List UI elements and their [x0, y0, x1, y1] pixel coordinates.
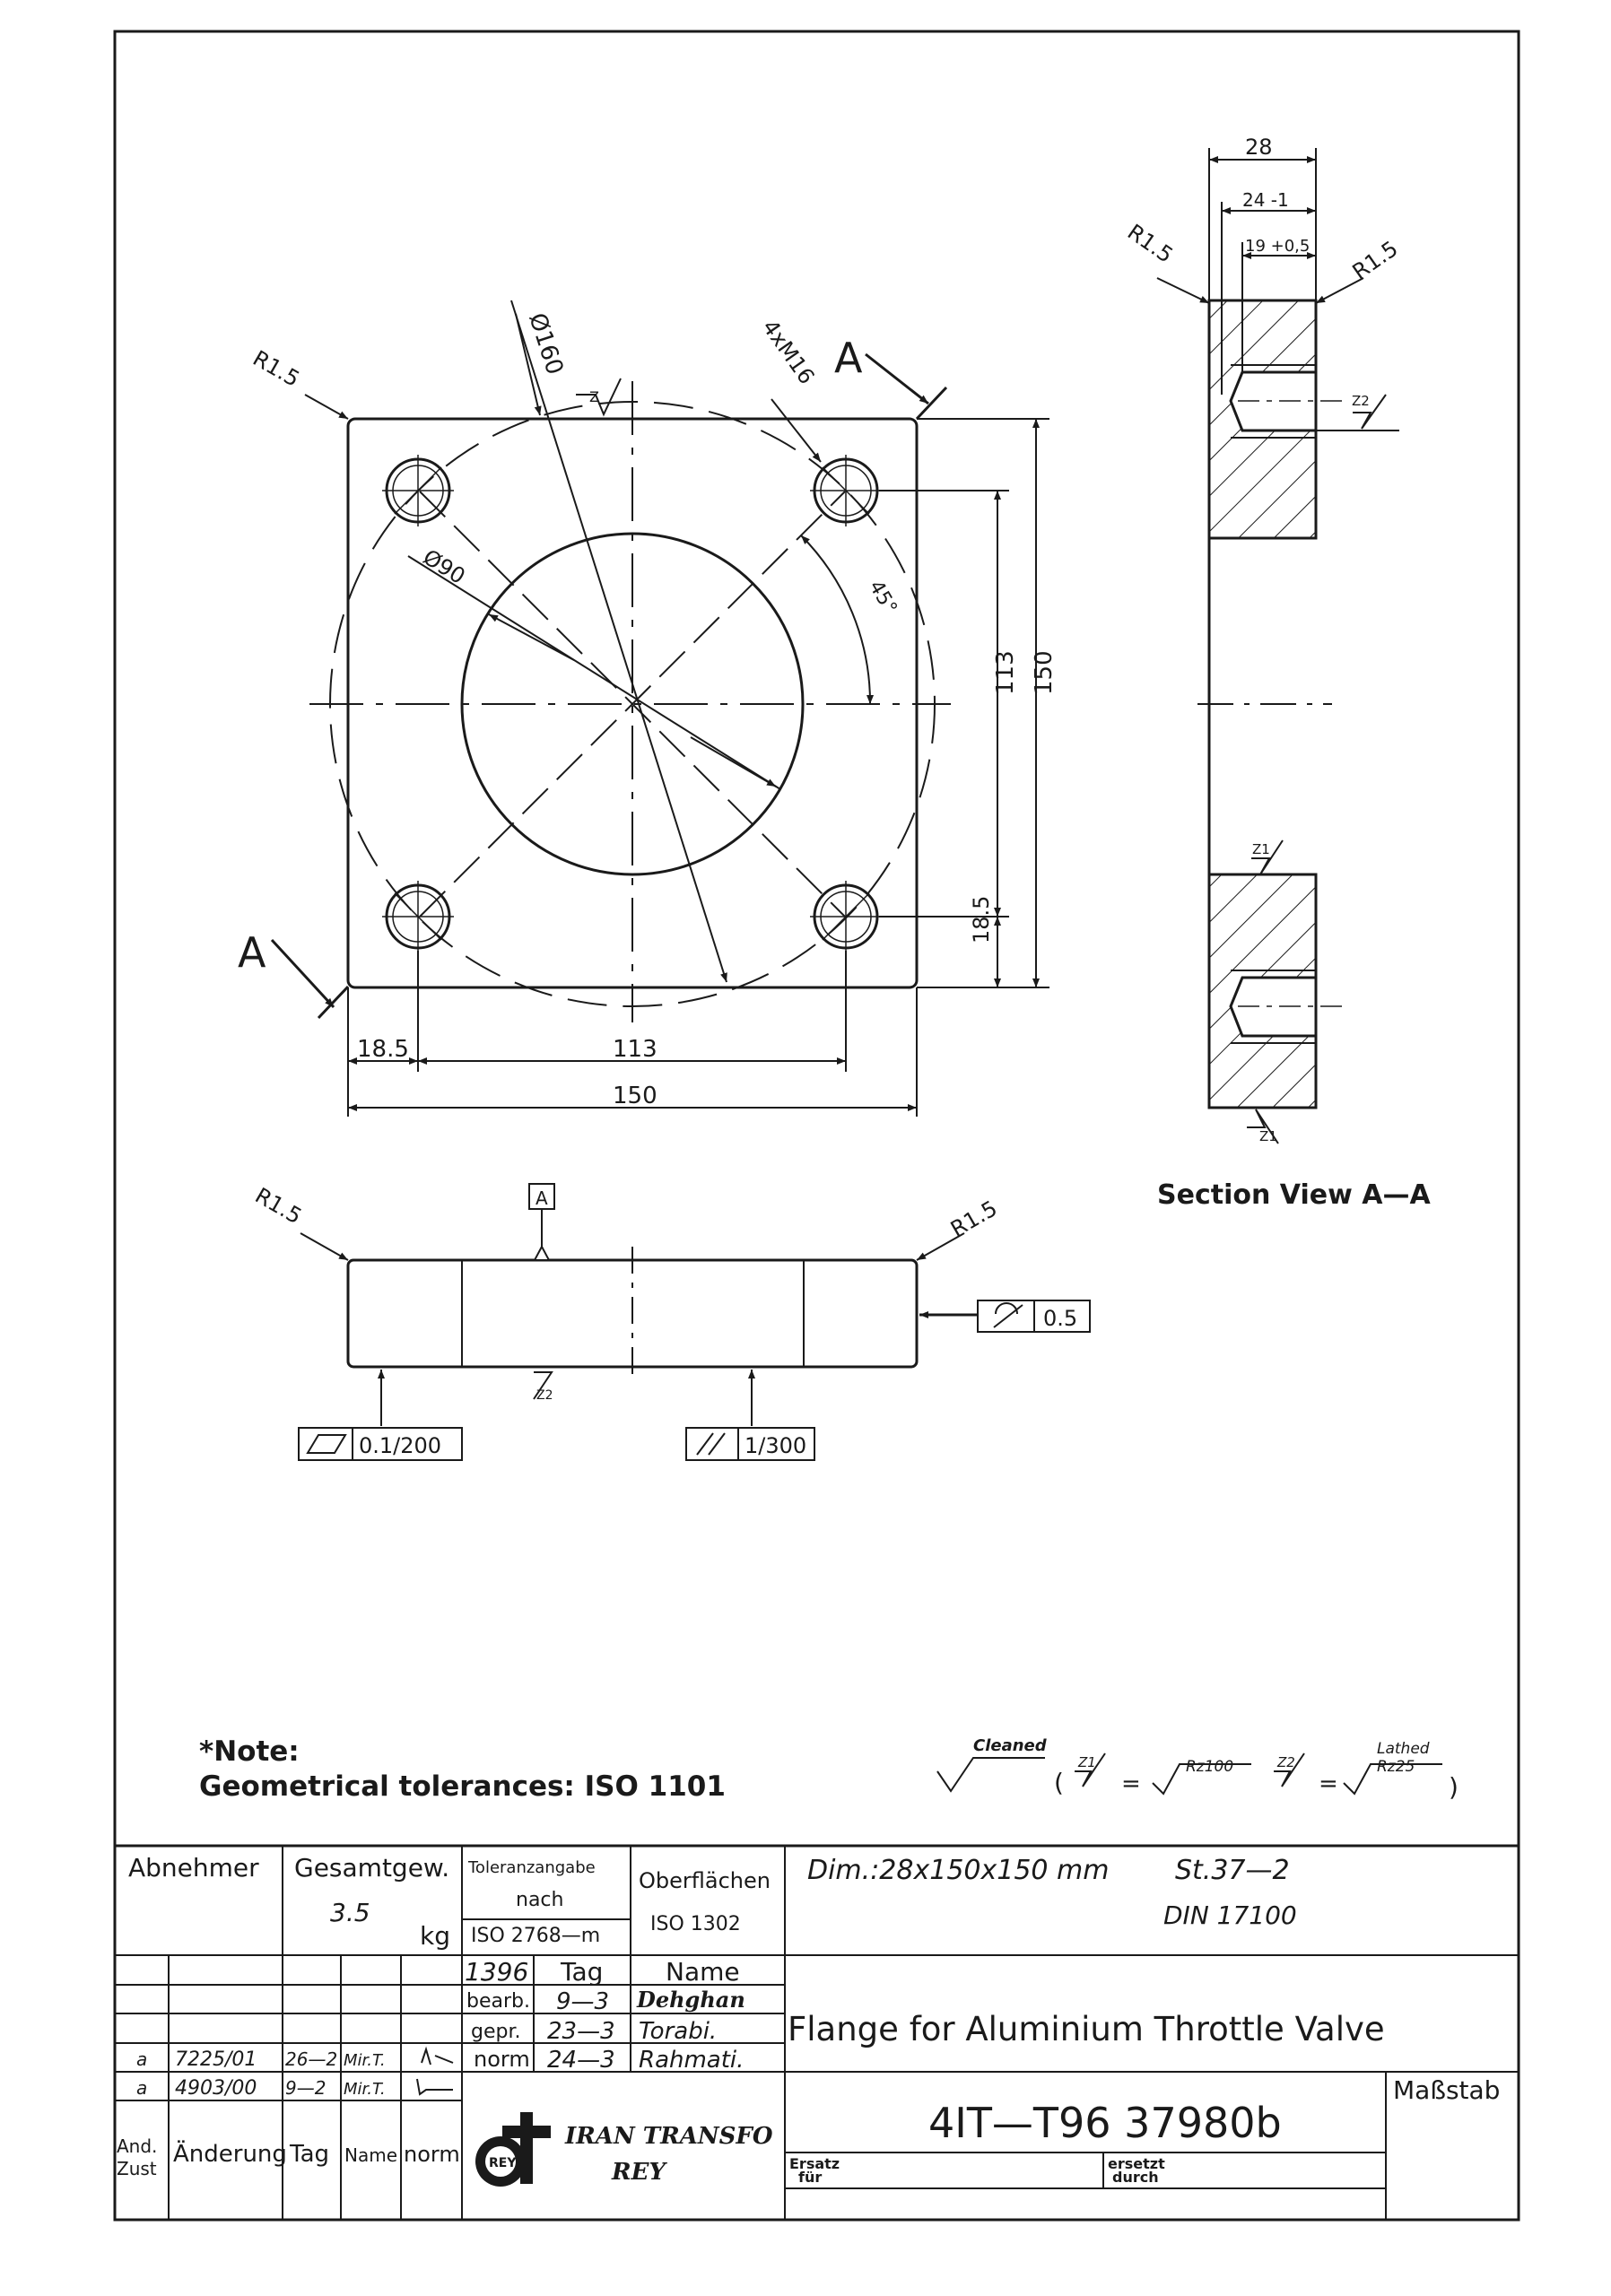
label-113-bottom: 113: [613, 1036, 657, 1063]
tb-tol1: Toleranzangabe: [468, 1858, 596, 1877]
label-z2-side: Z2: [536, 1388, 553, 1403]
rev1-z: a: [136, 2048, 148, 2070]
rev2-tag: 9—2: [285, 2077, 327, 2099]
label-28: 28: [1245, 135, 1273, 160]
tb-year: 1396: [465, 1957, 529, 1987]
label-cleaned: Cleaned: [973, 1736, 1047, 1755]
tb-gepr-tag: 23—3: [547, 2018, 615, 2045]
bolt-hole-bl: [382, 881, 454, 952]
tb-drawing-number: 4IT—T96 37980b: [928, 2099, 1282, 2147]
tb-aenderung: Änderung: [173, 2141, 287, 2168]
rev1-nr: 7225/01: [175, 2048, 257, 2071]
label-eq-1: =: [1121, 1770, 1141, 1797]
tb-tag2: Tag: [290, 2141, 330, 2168]
tb-zust: Zust: [117, 2158, 157, 2179]
rev1-tag: 26—2: [285, 2048, 338, 2070]
d90-arrow-1: [489, 614, 574, 660]
runout-symbol: [994, 1303, 1023, 1327]
rev2-signature: [417, 2079, 453, 2094]
tb-fuer: für: [798, 2169, 823, 2186]
label-surface-z: Z: [589, 388, 599, 405]
label-r15-top-left: R1.5: [248, 345, 304, 392]
tb-ober1: Oberflächen: [639, 1868, 771, 1893]
label-flatness: 0.1/200: [359, 1433, 442, 1458]
label-d160: Ø160: [523, 309, 569, 378]
tb-gepr-name: Torabi.: [639, 2018, 718, 2045]
tb-ersetzt: ersetzt: [1108, 2155, 1165, 2172]
tb-company2: REY: [612, 2159, 666, 2186]
tb-name2: Name: [344, 2144, 398, 2166]
section-view: [1157, 148, 1399, 1144]
angle-45-arc: [801, 535, 870, 704]
label-185-bottom: 18.5: [357, 1036, 409, 1063]
company-logo: [475, 2112, 551, 2187]
label-close-paren: ): [1449, 1772, 1459, 1802]
logo-text: REY: [489, 2156, 517, 2170]
label-113-right: 113: [992, 650, 1019, 695]
label-d90: Ø90: [418, 544, 470, 589]
label-section-a-bottom: A: [238, 928, 266, 977]
label-holes: 4xM16: [757, 315, 820, 389]
section-cut-line-bottom: [318, 987, 348, 1018]
tb-dim: Dim.:28x150x150 mm: [807, 1855, 1110, 1886]
label-open-paren: (: [1054, 1768, 1064, 1797]
tb-bearb: bearb.: [466, 1990, 530, 2013]
label-19: 19 +0,5: [1245, 237, 1311, 256]
tb-drawing-title: Flange for Aluminium Throttle Valve: [788, 2010, 1385, 2048]
tb-weight: 3.5: [330, 1898, 370, 1927]
tb-company1: IRAN TRANSFO: [565, 2123, 773, 2150]
tb-norm-name: Rahmati.: [639, 2047, 745, 2074]
parallelism-symbol: [697, 1433, 725, 1455]
r15-leader-left-section: [1157, 278, 1209, 303]
holes-leader: [771, 399, 821, 462]
tb-gesamtgew: Gesamtgew.: [294, 1853, 450, 1883]
tb-name-head: Name: [666, 1957, 740, 1987]
d90-arrow-2: [691, 737, 776, 787]
tb-norm-tag: 24—3: [547, 2047, 615, 2074]
top-view: [272, 300, 1049, 1117]
tb-ober2: ISO 1302: [650, 1913, 741, 1935]
label-section-a-top: A: [834, 334, 863, 382]
flatness-symbol: [308, 1435, 345, 1453]
tb-and: And.: [117, 2135, 158, 2157]
rev2-z: a: [136, 2077, 148, 2099]
cleaned-symbol: [937, 1758, 1045, 1791]
label-r15-section-left: R1.5: [1122, 219, 1178, 268]
label-rz100: Rz100: [1186, 1758, 1234, 1776]
label-runout: 0.5: [1043, 1306, 1078, 1331]
tb-din: DIN 17100: [1163, 1900, 1297, 1930]
tb-kg: kg: [420, 1921, 450, 1951]
datum-a-triangle: [535, 1247, 549, 1260]
tb-norm2: norm: [404, 2142, 460, 2167]
label-z1-section-mid: Z1: [1252, 841, 1270, 857]
label-eq-2: =: [1319, 1770, 1338, 1797]
label-r15-side-left: R1.5: [250, 1182, 307, 1230]
label-z2-section: Z2: [1352, 393, 1370, 409]
label-150-bottom: 150: [613, 1083, 657, 1109]
section-arrow-top: [866, 354, 928, 404]
tb-bearb-name: Dehghan: [637, 1987, 745, 2013]
label-datum-a: A: [536, 1187, 548, 1209]
label-z2-legend: Z2: [1277, 1754, 1295, 1770]
r15-leader-side-left: [300, 1233, 348, 1260]
tb-durch: durch: [1112, 2169, 1159, 2186]
tb-massstab: Maßstab: [1393, 2075, 1501, 2105]
rev1-name: Mir.T.: [344, 2051, 386, 2070]
tb-norm: norm: [474, 2047, 530, 2072]
rev2-name: Mir.T.: [344, 2080, 386, 2099]
r15-leader-top: [305, 395, 348, 419]
label-24: 24 -1: [1242, 189, 1289, 211]
label-z1-section-bottom: Z1: [1259, 1128, 1277, 1144]
tb-abnehmer: Abnehmer: [128, 1853, 259, 1883]
tb-tol3: ISO 2768—m: [471, 1925, 601, 1947]
section-cut-line-top: [917, 387, 946, 419]
label-185-right: 18.5: [969, 895, 994, 944]
tb-tag-head: Tag: [561, 1957, 604, 1987]
label-r15-section-right: R1.5: [1347, 236, 1403, 285]
tb-tol2: nach: [516, 1889, 564, 1911]
label-z1-legend: Z1: [1078, 1754, 1096, 1770]
rev2-nr: 4903/00: [175, 2077, 257, 2100]
tb-material: St.37—2: [1175, 1855, 1290, 1886]
label-150-right: 150: [1031, 650, 1058, 695]
label-parallelism: 1/300: [745, 1433, 807, 1458]
rev1-signature: [422, 2049, 453, 2065]
section-title: Section View A—A: [1157, 1179, 1431, 1211]
tb-bearb-tag: 9—3: [556, 1988, 610, 2015]
label-rz25: Rz25: [1377, 1758, 1415, 1776]
label-45: 45°: [864, 577, 901, 619]
tb-ersatz: Ersatz: [789, 2155, 840, 2172]
label-lathed: Lathed: [1377, 1740, 1430, 1758]
note-heading: *Note:: [199, 1735, 300, 1768]
label-r15-side-right: R1.5: [945, 1196, 1002, 1242]
note-text: Geometrical tolerances: ISO 1101: [199, 1770, 726, 1803]
tb-gepr: gepr.: [471, 2021, 521, 2043]
section-arrow-bottom: [272, 940, 334, 1007]
r15-leader-right-section: [1316, 278, 1363, 303]
